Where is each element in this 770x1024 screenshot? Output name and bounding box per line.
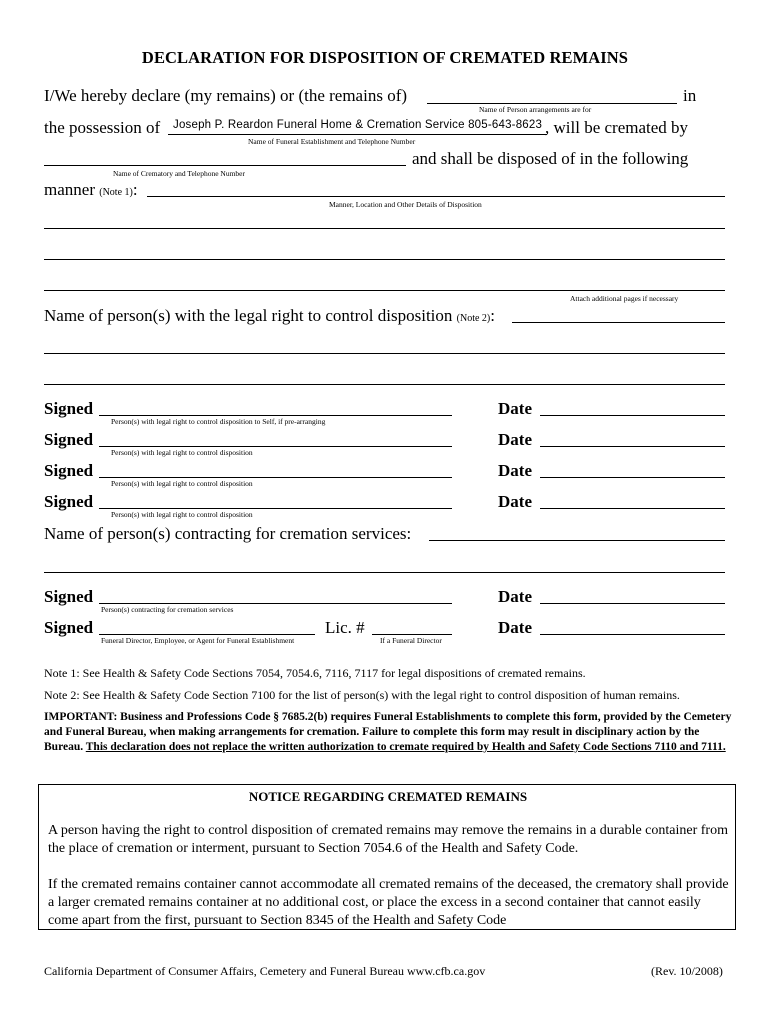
- signed-label-3: Signed: [44, 461, 94, 480]
- signed-label-4: Signed: [44, 492, 94, 511]
- notice-title: NOTICE REGARDING CREMATED REMAINS: [248, 789, 528, 804]
- date-field-6[interactable]: [540, 634, 725, 635]
- deceased-name-field[interactable]: [427, 103, 677, 104]
- legal-right-line-2[interactable]: [44, 353, 725, 354]
- legal-right-label: Name of person(s) with the legal right to control disposition (Note 2):: [44, 306, 495, 325]
- manner-caption: Manner, Location and Other Details of Disposition: [329, 200, 482, 209]
- date-label-1: Date: [498, 399, 532, 418]
- important-notice: IMPORTANT: Business and Professions Code § 7685.2(b) requires Funeral Establishments to complete this form, provided by the Cemetery and Funeral Bureau, when making arrangements for cremation. Failure to complete this form may result in disciplinary action by the Bureau. This declaration does not replace the written authorization to cremate required by Health and Safety Code Sections 7110 and 7111.: [44, 711, 732, 753]
- signature-caption-2: Person(s) with legal right to control disposition: [111, 448, 253, 457]
- signature-field-1[interactable]: [99, 415, 452, 416]
- contracting-line-2[interactable]: [44, 572, 725, 573]
- cremated-by-text: , will be cremated by: [545, 118, 689, 137]
- signature-caption-4: Person(s) with legal right to control disposition: [111, 510, 253, 519]
- signature-caption-3: Person(s) with legal right to control disposition: [111, 479, 253, 488]
- legal-right-line-3[interactable]: [44, 384, 725, 385]
- date-field-2[interactable]: [540, 446, 725, 447]
- date-label-2: Date: [498, 430, 532, 449]
- signature-field-4[interactable]: [99, 508, 452, 509]
- contracting-field[interactable]: [429, 540, 725, 541]
- funeral-establishment-value: Joseph P. Reardon Funeral Home & Cremation Service 805-643-8623: [173, 119, 543, 131]
- manner-field[interactable]: [147, 196, 725, 197]
- note-2: Note 2: See Health & Safety Code Section 7100 for the list of person(s) with the legal right to control disposition of human remains.: [44, 688, 680, 702]
- funeral-establishment-field[interactable]: [168, 134, 547, 135]
- funeral-establishment-caption: Name of Funeral Establishment and Telephone Number: [248, 137, 416, 146]
- license-caption: If a Funeral Director: [380, 636, 442, 645]
- date-field-4[interactable]: [540, 508, 725, 509]
- license-field[interactable]: [372, 634, 452, 635]
- notice-paragraph-2: If the cremated remains container cannot accommodate all cremated remains of the deceased, the crematory shall provide a larger cremated remains container at no additional cost, or place the excess in a second container that cannot easily come apart from the first, pursuant to Section 8345 of the Health and Safety Code: [48, 877, 729, 928]
- signed-label-2: Signed: [44, 430, 94, 449]
- crematory-caption: Name of Crematory and Telephone Number: [113, 169, 246, 178]
- manner-line-2[interactable]: [44, 228, 725, 229]
- license-label: Lic. #: [325, 618, 365, 637]
- signature-caption-5: Person(s) contracting for cremation services: [101, 605, 234, 614]
- signature-field-2[interactable]: [99, 446, 452, 447]
- date-label-6: Date: [498, 618, 532, 637]
- signed-label-1: Signed: [44, 399, 94, 418]
- footer-revision: (Rev. 10/2008): [651, 964, 723, 978]
- note2-ref: (Note 2): [456, 313, 491, 324]
- date-field-1[interactable]: [540, 415, 725, 416]
- possession-text: the possession of: [44, 118, 161, 137]
- date-field-5[interactable]: [540, 603, 725, 604]
- signature-field-5[interactable]: [99, 603, 452, 604]
- signature-caption-6: Funeral Director, Employee, or Agent for Funeral Establishment: [101, 636, 295, 645]
- note-1: Note 1: See Health & Safety Code Sections 7054, 7054.6, 7116, 7117 for legal dispositions of cremated remains.: [44, 666, 586, 680]
- important-underlined: This declaration does not replace the written authorization to cremate required by Health and Safety Code Sections 7110 and 7111.: [85, 741, 726, 753]
- manner-label: manner (Note 1):: [44, 180, 138, 199]
- date-label-5: Date: [498, 587, 532, 606]
- manner-line-3[interactable]: [44, 259, 725, 260]
- legal-right-field[interactable]: [512, 322, 725, 323]
- declare-text: I/We hereby declare (my remains) or (the remains of): [44, 86, 408, 105]
- signed-label-5: Signed: [44, 587, 94, 606]
- notice-box: [38, 784, 736, 930]
- deceased-name-caption: Name of Person arrangements are for: [479, 105, 592, 114]
- footer-agency: California Department of Consumer Affairs, Cemetery and Funeral Bureau www.cfb.ca.gov: [44, 964, 486, 978]
- date-field-3[interactable]: [540, 477, 725, 478]
- crematory-field[interactable]: [44, 165, 406, 166]
- signature-field-6[interactable]: [99, 634, 315, 635]
- in-text: in: [683, 86, 697, 105]
- attach-pages-caption: Attach additional pages if necessary: [570, 294, 679, 303]
- date-label-4: Date: [498, 492, 532, 511]
- date-label-3: Date: [498, 461, 532, 480]
- form-title: DECLARATION FOR DISPOSITION OF CREMATED REMAINS: [141, 48, 629, 67]
- signature-caption-1: Person(s) with legal right to control disposition to Self, if pre-arranging: [111, 417, 326, 426]
- contracting-label: Name of person(s) contracting for cremation services:: [44, 524, 412, 543]
- notice-paragraph-1: A person having the right to control disposition of cremated remains may remove the remains in a durable container from the place of cremation or interment, pursuant to Section 7054.6 of the Health and Safety Code.: [48, 823, 728, 856]
- disposed-text: and shall be disposed of in the following: [412, 149, 689, 168]
- signed-label-6: Signed: [44, 618, 94, 637]
- signature-field-3[interactable]: [99, 477, 452, 478]
- manner-line-4[interactable]: [44, 290, 725, 291]
- note1-ref: (Note 1): [99, 187, 133, 198]
